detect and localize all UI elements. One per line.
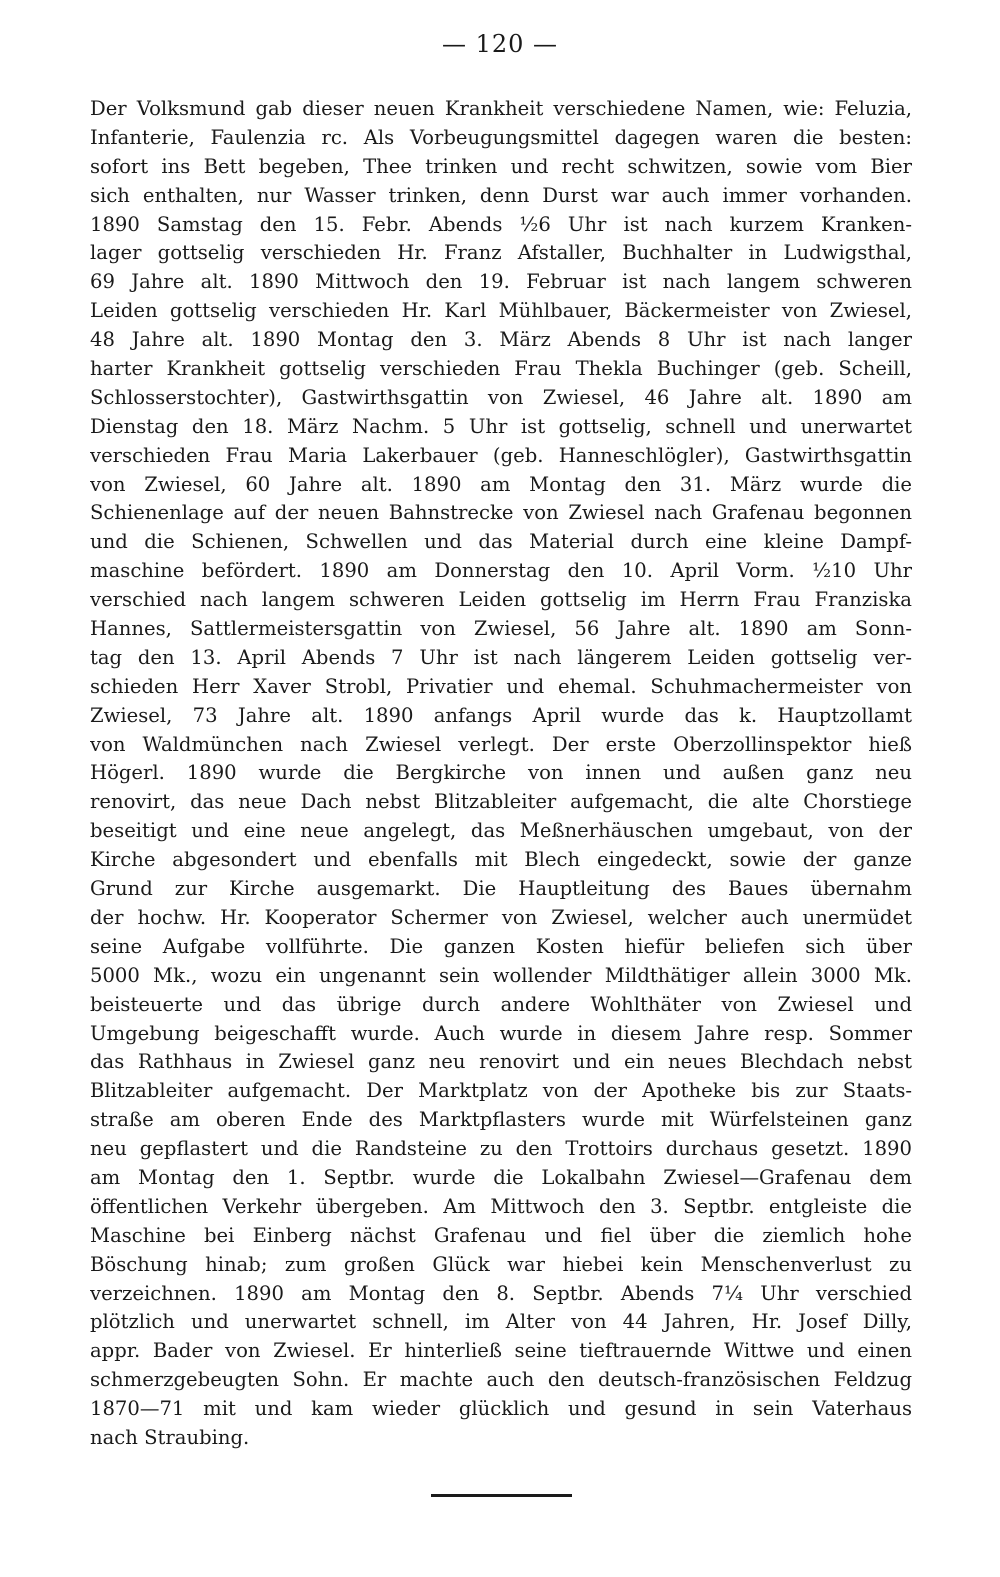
- text-line: seine Aufgabe vollführte. Die ganzen Kosten hiefür beliefen sich über: [90, 934, 912, 958]
- text-line: Dienstag den 18. März Nachm. 5 Uhr ist gottselig, schnell und unerwartet: [90, 414, 912, 438]
- text-line: maschine befördert. 1890 am Donnerstag den 10. April Vorm. ½10 Uhr: [90, 559, 912, 583]
- text-line: beseitigt und eine neue angelegt, das Meßnerhäuschen umgebaut, von der: [90, 819, 912, 843]
- text-line: verzeichnen. 1890 am Montag den 8. Septbr. Abends 7¼ Uhr verschied: [90, 1281, 912, 1305]
- text-line: tag den 13. April Abends 7 Uhr ist nach längerem Leiden gottselig ver-: [90, 645, 912, 669]
- text-line: 5000 Mk., wozu ein ungenannt sein wollender Mildthätiger allein 3000 Mk.: [90, 963, 912, 987]
- text-line: 1870—71 mit und kam wieder glücklich und gesund in sein Vaterhaus: [90, 1397, 912, 1421]
- text-line: lager gottselig verschieden Hr. Franz Afstaller, Buchhalter in Ludwigsthal,: [90, 241, 912, 265]
- text-line: straße am oberen Ende des Marktpflasters wurde mit Würfelsteinen ganz: [90, 1108, 912, 1132]
- text-line: renovirt, das neue Dach nebst Blitzableiter aufgemacht, die alte Chorstiege: [90, 790, 912, 814]
- text-line: sich enthalten, nur Wasser trinken, denn Durst war auch immer vorhanden.: [90, 183, 912, 207]
- text-line: harter Krankheit gottselig verschieden Frau Thekla Buchinger (geb. Scheill,: [90, 357, 912, 381]
- text-line: Schlosserstochter), Gastwirthsgattin von Zwiesel, 46 Jahre alt. 1890 am: [90, 385, 912, 409]
- text-line: das Rathhaus in Zwiesel ganz neu renovirt und ein neues Blechdach nebst: [90, 1050, 912, 1074]
- body-paragraph: [90, 95, 912, 1453]
- text-line: Blitzableiter aufgemacht. Der Marktplatz von der Apotheke bis zur Staats-: [90, 1079, 912, 1103]
- text-line: verschieden Frau Maria Lakerbauer (geb. Hanneschlögler), Gastwirthsgattin: [90, 443, 912, 467]
- text-line: Infanterie, Faulenzia rc. Als Vorbeugungsmittel dagegen waren die besten:: [90, 125, 912, 149]
- text-line: Der Volksmund gab dieser neuen Krankheit verschiedene Namen, wie: Feluzia,: [90, 97, 912, 120]
- text-line: 1890 Samstag den 15. Febr. Abends ½6 Uhr ist nach kurzem Kranken-: [90, 212, 912, 236]
- text-line: von Zwiesel, 60 Jahre alt. 1890 am Montag den 31. März wurde die: [90, 472, 912, 496]
- text-line: der hochw. Hr. Kooperator Schermer von Zwiesel, welcher auch unermüdet: [90, 905, 912, 929]
- text-line: Böschung hinab; zum großen Glück war hiebei kein Menschenverlust zu: [90, 1252, 912, 1276]
- text-line: Zwiesel, 73 Jahre alt. 1890 anfangs April wurde das k. Hauptzollamt: [90, 703, 912, 727]
- text-line: schieden Herr Xaver Strobl, Privatier und ehemal. Schuhmachermeister von: [90, 674, 912, 698]
- text-line: beisteuerte und das übrige durch andere Wohlthäter von Zwiesel und: [90, 992, 912, 1016]
- text-line: Högerl. 1890 wurde die Bergkirche von innen und außen ganz neu: [90, 761, 912, 785]
- text-line: appr. Bader von Zwiesel. Er hinterließ seine tieftrauernde Wittwe und einen: [90, 1339, 912, 1363]
- text-line: neu gepflastert und die Randsteine zu den Trottoirs durchaus gesetzt. 1890: [90, 1137, 912, 1161]
- text-line: schmerzgebeugten Sohn. Er machte auch den deutsch-französischen Feldzug: [90, 1368, 912, 1392]
- text-line: plötzlich und unerwartet schnell, im Alter von 44 Jahren, Hr. Josef Dilly,: [90, 1310, 912, 1334]
- text-line: Umgebung beigeschafft wurde. Auch wurde in diesem Jahre resp. Sommer: [90, 1021, 912, 1045]
- text-line: Hannes, Sattlermeistersgattin von Zwiesel, 56 Jahre alt. 1890 am Sonn-: [90, 617, 912, 641]
- end-rule: [431, 1494, 572, 1497]
- text-line: am Montag den 1. Septbr. wurde die Lokalbahn Zwiesel—Grafenau dem: [90, 1165, 912, 1189]
- text-line: Grund zur Kirche ausgemarkt. Die Hauptleitung des Baues übernahm: [90, 877, 912, 901]
- text-line: Maschine bei Einberg nächst Grafenau und fiel über die ziemlich hohe: [90, 1223, 912, 1247]
- text-line: Leiden gottselig verschieden Hr. Karl Mühlbauer, Bäckermeister von Zwiesel,: [90, 299, 912, 323]
- text-line: nach Straubing.: [90, 1425, 250, 1449]
- page-number: — 120 —: [441, 30, 559, 58]
- text-line: sofort ins Bett begeben, Thee trinken und recht schwitzen, sowie vom Bier: [90, 154, 912, 178]
- text-line: von Waldmünchen nach Zwiesel verlegt. Der erste Oberzollinspektor hieß: [90, 732, 912, 756]
- text-line: Kirche abgesondert und ebenfalls mit Blech eingedeckt, sowie der ganze: [90, 848, 912, 872]
- text-line: Schienenlage auf der neuen Bahnstrecke von Zwiesel nach Grafenau begonnen: [90, 501, 912, 525]
- text-line: 69 Jahre alt. 1890 Mittwoch den 19. Februar ist nach langem schweren: [90, 270, 912, 294]
- text-line: 48 Jahre alt. 1890 Montag den 3. März Abends 8 Uhr ist nach langer: [90, 328, 912, 352]
- text-line: öffentlichen Verkehr übergeben. Am Mittwoch den 3. Septbr. entgleiste die: [90, 1194, 912, 1218]
- text-line: verschied nach langem schweren Leiden gottselig im Herrn Frau Franziska: [90, 588, 912, 612]
- text-line: und die Schienen, Schwellen und das Material durch eine kleine Dampf-: [90, 530, 912, 554]
